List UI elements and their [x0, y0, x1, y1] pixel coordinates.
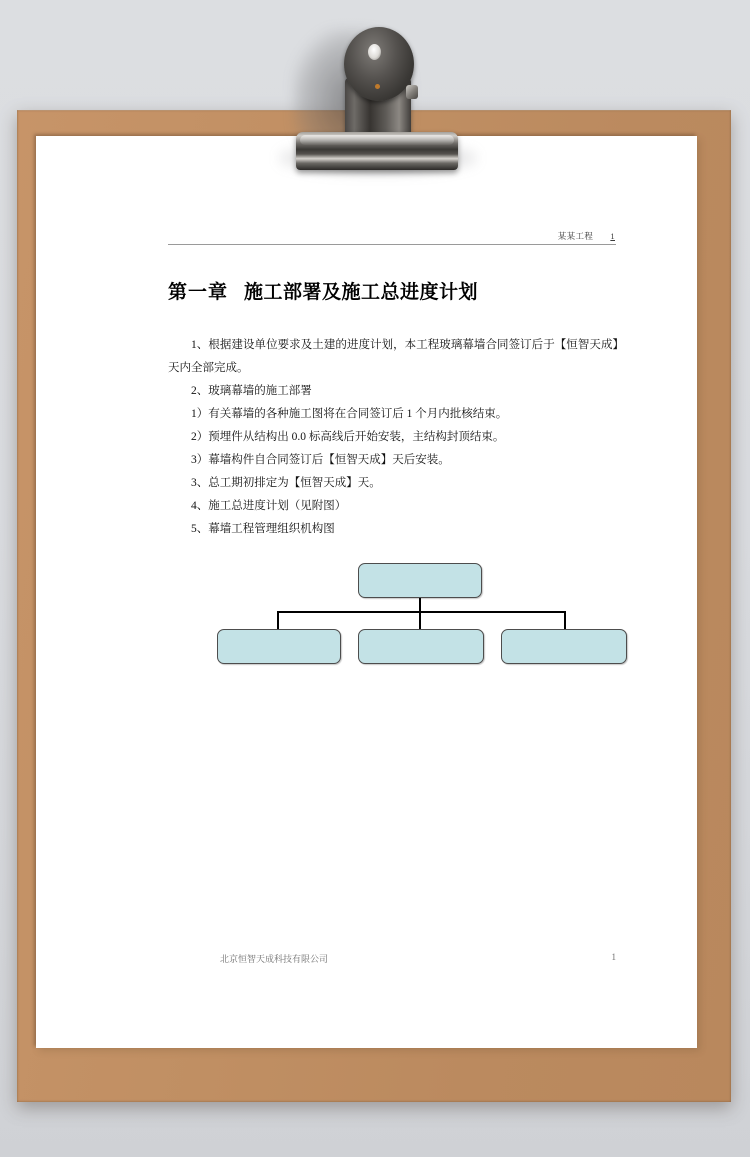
document-page: [36, 136, 697, 1048]
paragraph-2: 2、玻璃幕墙的施工部署: [191, 385, 312, 397]
paragraph-1: 1、根据建设单位要求及土建的进度计划，本工程玻璃幕墙合同签订后于【恒智天成】天内全部完成。: [168, 339, 624, 374]
paragraph-8: 5、幕墙工程管理组织机构图: [191, 523, 335, 535]
org-node-root: [358, 563, 482, 598]
body-text: [168, 334, 624, 541]
page-header: [168, 230, 616, 242]
paragraph-4: 2）预埋件从结构出 0.0 标高线后开始安装，主结构封顶结束。: [191, 431, 505, 443]
header-divider: [168, 244, 616, 245]
org-connector-right: [564, 611, 566, 629]
footer-company: 北京恒智天成科技有限公司: [220, 954, 329, 964]
org-chart-diagram: [176, 561, 596, 666]
paragraph-6: 3、总工期初排定为【恒智天成】天。: [191, 477, 381, 489]
clip-lever: [406, 85, 418, 99]
org-node-child-3: [501, 629, 627, 664]
org-node-child-1: [217, 629, 341, 664]
clip-disc-screw: [375, 84, 380, 89]
page-title: [168, 277, 628, 304]
header-page-number: 1: [610, 231, 615, 241]
org-connector-bar: [277, 611, 566, 613]
chapter-number: 第一章: [168, 282, 229, 303]
paragraph-7: 4、施工总进度计划（见附图）: [191, 500, 347, 512]
footer-page-number: 1: [611, 952, 616, 962]
org-connector-left: [277, 611, 279, 629]
clip-disc-highlight: [368, 44, 381, 60]
chapter-title-text: 施工部署及施工总进度计划: [244, 282, 479, 303]
paragraph-5: 3）幕墙构件自合同签订后【恒智天成】天后安装。: [191, 454, 450, 466]
paragraph-3: 1）有关幕墙的各种施工图将在合同签订后 1 个月内批核结束。: [191, 408, 508, 420]
org-node-child-2: [358, 629, 484, 664]
header-title: 某某工程: [557, 231, 594, 241]
clip-bar-gloss: [300, 135, 454, 145]
clip-disc-icon: [344, 27, 414, 101]
